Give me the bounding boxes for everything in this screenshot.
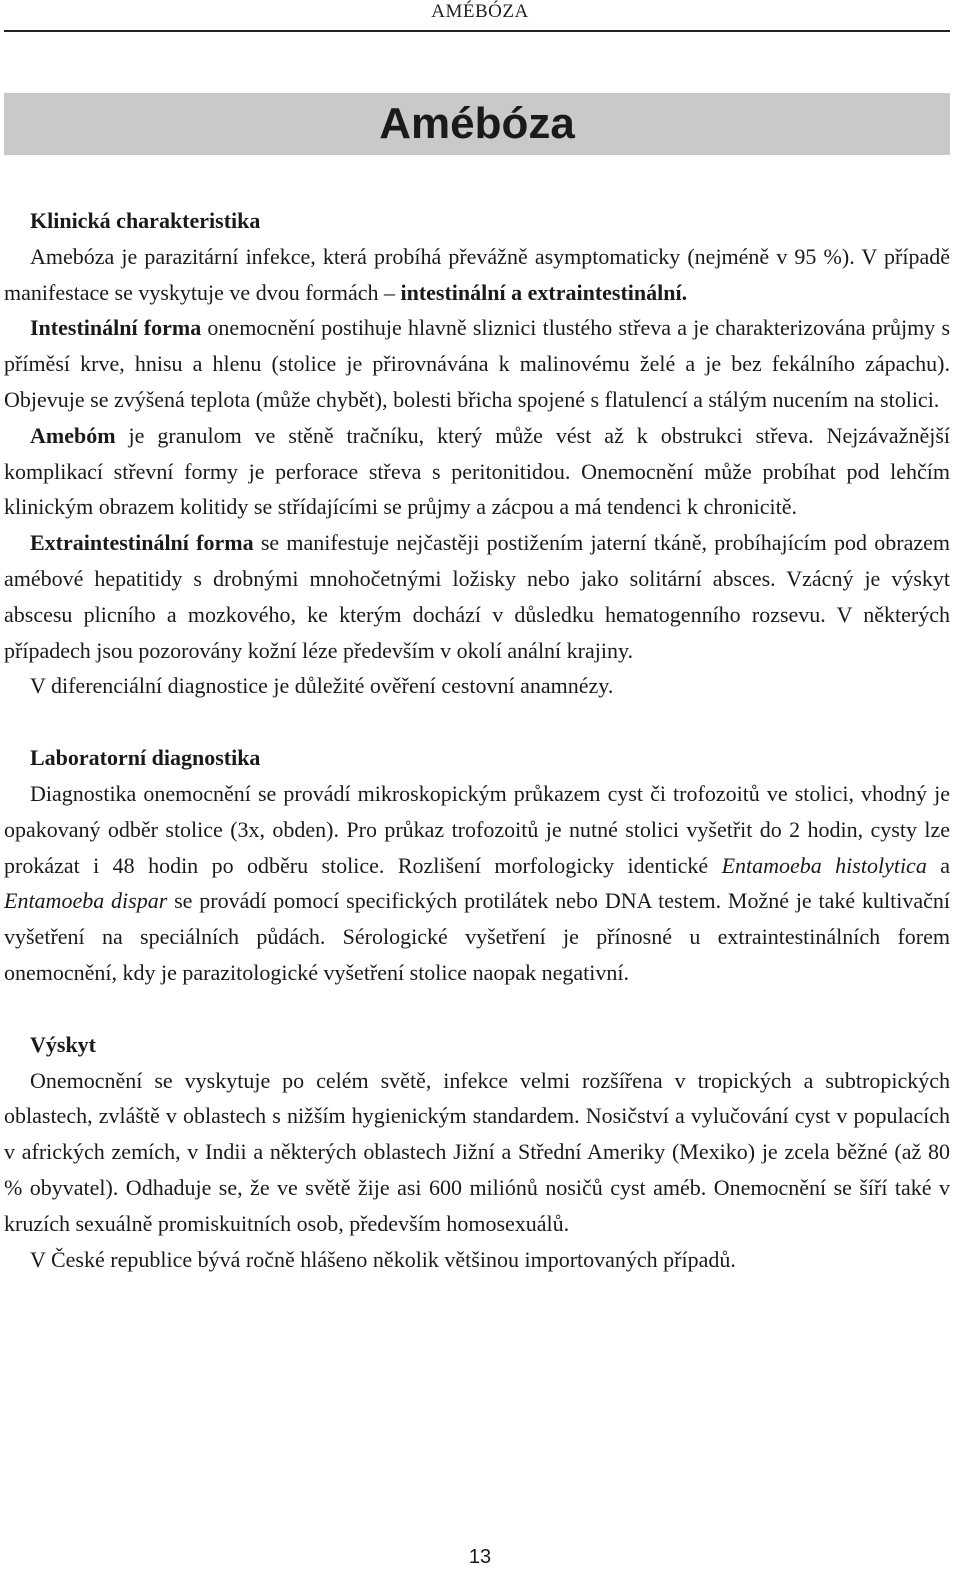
section-heading-lab: Laboratorní diagnostika	[30, 745, 261, 771]
section-clinical	[4, 203, 950, 704]
page-number: 13	[468, 1546, 492, 1568]
text-run: je granulom ve stěně tračníku, který může vést až k obstrukci střeva. Nejzávažnější komplikací střevní formy je perforace střeva s peritonitidou. Onemocnění může probíhat pod lehčím klinickým obrazem kolitidy se střídajícími se průjmy a zácpou a má tendenci k chronicitě.	[4, 422, 950, 520]
header-rule	[4, 30, 950, 32]
paragraph	[4, 525, 950, 668]
section-spacer	[4, 704, 950, 740]
text-run: a	[926, 852, 951, 878]
bold-run: Intestinální forma	[30, 315, 202, 341]
section-spacer	[4, 991, 950, 1027]
paragraph	[4, 239, 950, 311]
page-title: Amébóza	[379, 99, 575, 148]
section-heading-occurrence: Výskyt	[30, 1031, 97, 1057]
text-run: Amebóza je parazitární infekce, která probíhá převážně asymptomaticky (nejméně v 95 %). V případě manifestace se vyskytuje ve dvou formách –	[4, 243, 950, 305]
text-run: se provádí pomocí specifických protilátek nebo DNA testem. Možné je také kultivační vyšetření na speciálních půdách. Sérologické vyšetření je přínosné u extraintestinálních forem onemocnění, kdy je parazitologické vyšetření stolice naopak negativní.	[4, 888, 950, 985]
paragraph	[4, 776, 950, 991]
text-run: onemocnění postihuje hlavně sliznici tlustého střeva a je charakterizována průjmy s příměsí krve, hnisu a hlenu (stolice je přirovnávána k malinovému želé a je bez fekálního zápachu). Objevuje se zvýšená teplota (může chybět), bolesti břicha spojené s flatulencí a stálým nucením na stolici.	[4, 315, 951, 412]
bold-run: intestinální a extraintestinální.	[400, 279, 688, 305]
italic-run: Entamoeba histolytica	[721, 852, 927, 878]
text-run: se manifestuje nejčastěji postižením jaterní tkáně, probíhajícím pod obrazem amébové hepatitidy s drobnými mnohočetnými ložisky nebo jako solitární absces. Vzácný je výskyt abscesu plicního a mozkového, ke kterým dochází v důsledku hematogenního rozsevu. V některých případech jsou pozorovány kožní léze především v okolí anální krajiny.	[4, 530, 950, 663]
paragraph: V České republice bývá ročně hlášeno několik většinou importovaných případů.	[30, 1246, 736, 1272]
text-run: Diagnostika onemocnění se provádí mikroskopickým průkazem cyst či trofozoitů ve stolici, vhodný je opakovaný odběr stolice (3x, obden). Pro průkaz trofozoitů je nutné stolici vyšetřit do 2 hodin, cysty lze prokázat i 48 hodin po odběru stolice. Rozlišení morfologicky identické	[4, 780, 950, 878]
title-band	[4, 93, 950, 155]
paragraph: V diferenciální diagnostice je důležité ověření cestovní anamnézy.	[30, 673, 614, 699]
paragraph: Onemocnění se vyskytuje po celém světě, infekce velmi rozšířena v tropických a subtropických oblastech, zvláště v oblastech s nižším hygienickým standardem. Nosičství a vylučování cyst v populacích v afrických zemích, v Indii a některých oblastech Jižní a Střední Ameriky (Mexiko) je zcela běžné (až 80 % obyvatel). Odhaduje se, že ve světě žije asi 600 miliónů nosičů cyst améb. Onemocnění se šíří také v kruzích sexuálně promiskuitních osob, především homosexuálů.	[4, 1067, 950, 1236]
bold-run: Amebóm	[30, 422, 116, 448]
section-heading-clinical: Klinická charakteristika	[30, 208, 261, 233]
section-lab	[4, 740, 950, 991]
article-body	[4, 203, 950, 1277]
running-head: AMÉBÓZA	[431, 1, 529, 22]
paragraph	[4, 418, 950, 525]
bold-run: Extraintestinální forma	[30, 530, 254, 556]
paragraph	[4, 310, 950, 417]
section-occurrence	[4, 1027, 950, 1278]
italic-run: Entamoeba dispar	[4, 888, 168, 914]
